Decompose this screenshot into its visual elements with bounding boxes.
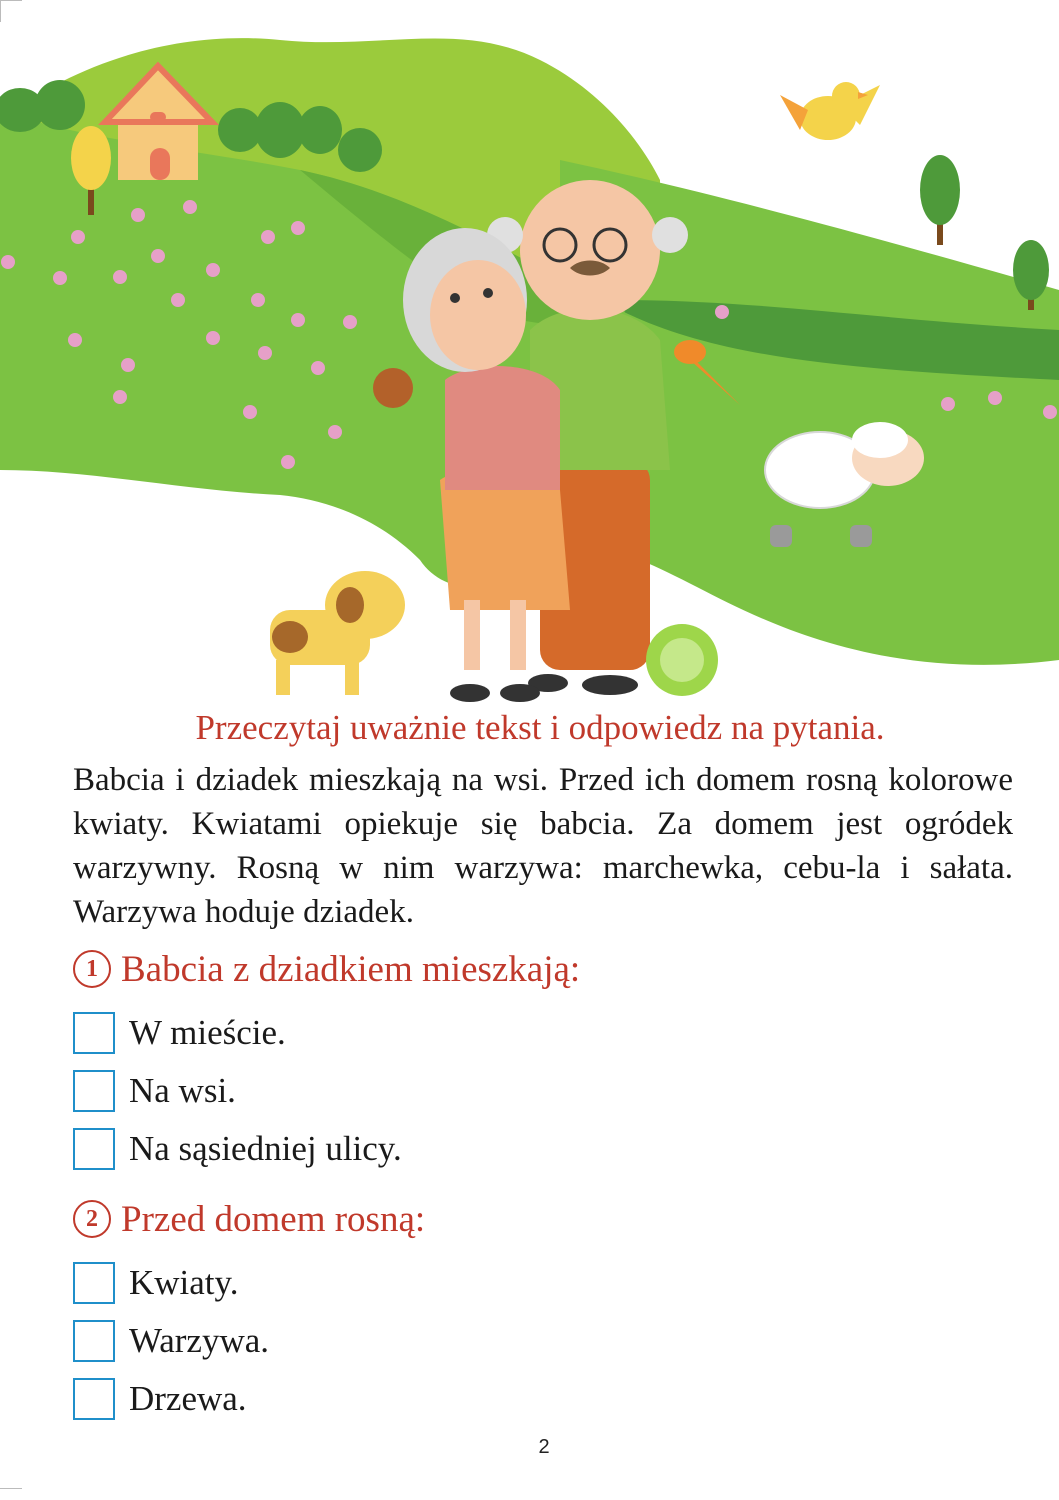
answer-checkbox[interactable] bbox=[73, 1012, 115, 1054]
page-number: 2 bbox=[538, 1436, 550, 1458]
cabbage bbox=[646, 624, 718, 696]
answer-option[interactable] bbox=[73, 1120, 973, 1178]
answer-option[interactable] bbox=[73, 1312, 973, 1370]
question-number-badge: 1 bbox=[73, 950, 111, 988]
question-number-badge: 2 bbox=[73, 1200, 111, 1238]
reading-passage: Babcia i dziadek mieszkają na wsi. Przed ich domem rosną kolorowe kwiaty. Kwiatami opiekuje się babcia. Za domem jest ogródek warzywny. Rosną w nim warzywa: marchewka, cebu-la i sałata. Warzywa hoduje dziadek. bbox=[73, 762, 1013, 930]
answer-label: Kwiaty. bbox=[129, 1263, 239, 1302]
instruction-heading: Przeczytaj uważnie tekst i odpowiedz na pytania. bbox=[195, 708, 885, 747]
answer-label: Na sąsiedniej ulicy. bbox=[129, 1129, 402, 1168]
question-text: Babcia z dziadkiem mieszkają: bbox=[121, 948, 581, 990]
answer-label: Na wsi. bbox=[129, 1071, 236, 1110]
dog bbox=[270, 571, 405, 695]
answer-label: W mieście. bbox=[129, 1013, 286, 1052]
question-1 bbox=[73, 946, 973, 1178]
answer-option[interactable] bbox=[73, 1370, 973, 1428]
crop-mark-bottom bbox=[0, 1488, 22, 1489]
bird bbox=[780, 82, 880, 140]
answer-label: Drzewa. bbox=[129, 1379, 247, 1418]
question-header bbox=[73, 1196, 973, 1242]
answer-checkbox[interactable] bbox=[73, 1070, 115, 1112]
question-2 bbox=[73, 1196, 973, 1428]
question-header bbox=[73, 946, 973, 992]
answer-option[interactable] bbox=[73, 1254, 973, 1312]
answer-checkbox[interactable] bbox=[73, 1128, 115, 1170]
village-illustration bbox=[0, 0, 1059, 710]
question-text: Przed domem rosną: bbox=[121, 1198, 426, 1240]
answer-checkbox[interactable] bbox=[73, 1320, 115, 1362]
answer-checkbox[interactable] bbox=[73, 1378, 115, 1420]
answer-label: Warzywa. bbox=[129, 1321, 270, 1360]
answer-option[interactable] bbox=[73, 1004, 973, 1062]
answer-option[interactable] bbox=[73, 1062, 973, 1120]
answer-checkbox[interactable] bbox=[73, 1262, 115, 1304]
